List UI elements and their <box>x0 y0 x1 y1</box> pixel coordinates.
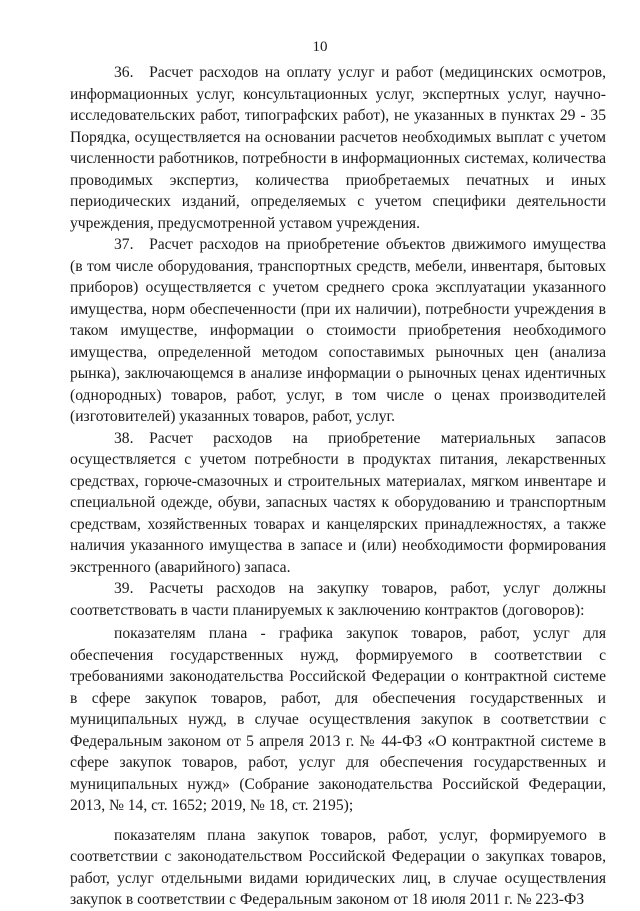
paragraph-39-item-1: показателям плана - графика закупок товаров, работ, услуг для обеспечения государственных нужд, формируемого в соответствии с требованиями законодательства Российской Федерации о контрактной системе в сфере закупок товаров, работ, для обеспечения государственных и муниципальных нужд, в случае осуществления закупок в соответствии с Федеральным законом от 5 апреля 2013 г. № 44-ФЗ «О контрактной системе в сфере закупок товаров, работ, услуг для обеспечения государственных и муниципальных нужд» (Собрание законодательства Российской Федерации, 2013, № 14, ст. 1652; 2019, № 18, ст. 2195); <box>70 625 606 814</box>
paragraph-36: 36. Расчет расходов на оплату услуг и работ (медицинских осмотров, информационных услуг, консультационных услуг, экспертных услуг, научно-исследовательских работ, типографских работ), не указанных в пунктах 29 - 35 Порядка, осуществляется на основании расчетов необходимых выплат с учетом численности работников, потребности в информационных системах, количества проводимых экспертиз, количества приобретаемых печатных и иных периодических изданий, определяемых с учетом специфики деятельности учреждения, предусмотренной уставом учреждения. <box>70 64 606 232</box>
paragraph-38: 38. Расчет расходов на приобретение материальных запасов осуществляется с учетом потребности в продуктах питания, лекарственных средствах, горюче-смазочных и строительных материалах, мягком инвентаре и специальной одежде, обуви, запасных частях к оборудованию и транспортным средствам, хозяйственных товарах и канцелярских принадлежностях, а также наличия указанного имущества в запасе и (или) необходимости формирования экстренного (аварийного) запаса. <box>70 429 606 576</box>
paragraph-37: 37. Расчет расходов на приобретение объектов движимого имущества (в том числе оборудования, транспортных средств, мебели, инвентаря, бытовых приборов) осуществляется с учетом среднего срока эксплуатации указанного имущества, норм обеспеченности (при их наличии), потребности учреждения в таком имуществе, информации о стоимости приобретения необходимого имущества, определенной методом сопоставимых рыночных цен (анализа рынка), заключающемся в анализе информации о рыночных ценах идентичных (однородных) товаров, работ, услуг, в том числе о ценах производителей (изготовителей) указанных товаров, работ, услуг. <box>70 236 606 425</box>
page-number: 10 <box>312 39 328 55</box>
paragraph-39: 39. Расчеты расходов на закупку товаров, работ, услуг должны соответствовать в части планируемых к заключению контрактов (договоров): <box>70 580 606 619</box>
document-body <box>70 62 606 911</box>
paragraph-39-item-2: показателям плана закупок товаров, работ, услуг, формируемого в соответствии с законодательством Российской Федерации о закупках товаров, работ, услуг отдельными видами юридических лиц, в случае осуществления закупок в соответствии с Федеральным законом от 18 июля 2011 г. № 223-ФЗ <box>70 826 606 908</box>
